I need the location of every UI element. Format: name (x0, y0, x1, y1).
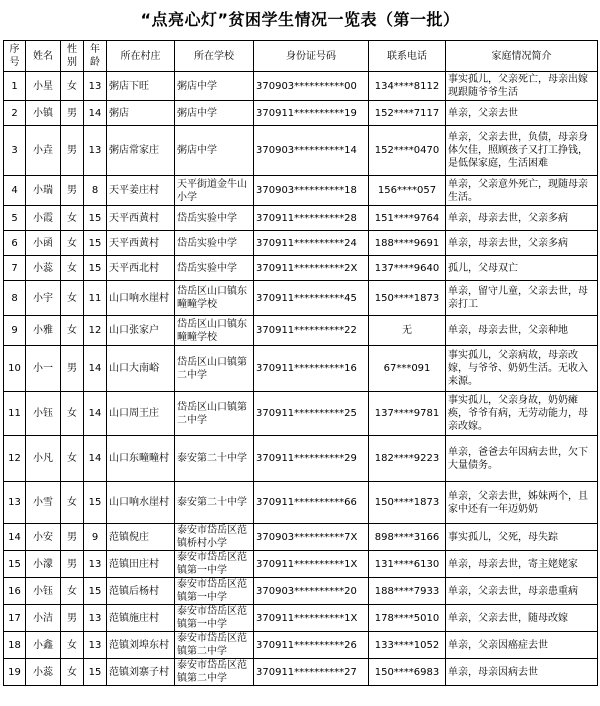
cell-no: 4 (4, 176, 26, 206)
cell-name: 小垚 (26, 126, 61, 176)
cell-phone: 67***091 (369, 346, 446, 392)
cell-age: 14 (84, 101, 107, 126)
cell-name: 小洁 (26, 605, 61, 632)
cell-school: 岱岳实验中学 (175, 256, 254, 281)
cell-age: 15 (84, 659, 107, 686)
cell-school: 岱岳区山口镇第二中学 (175, 392, 254, 436)
cell-family: 事实孤儿，父死，母失踪 (446, 524, 598, 551)
cell-phone: 无 (369, 316, 446, 346)
header-family: 家庭情况简介 (446, 41, 598, 72)
cell-no: 10 (4, 346, 26, 392)
cell-gender: 男 (61, 176, 84, 206)
cell-village: 山口张家户 (107, 316, 175, 346)
cell-family: 孤儿，父母双亡 (446, 256, 598, 281)
table-row (4, 316, 598, 346)
cell-school: 泰安第二十中学 (175, 436, 254, 482)
cell-gender: 女 (61, 256, 84, 281)
table-body (4, 72, 598, 686)
cell-family: 事实孤儿，父亲死亡，母亲出嫁现跟随爷爷生活 (446, 72, 598, 101)
header-age: 年龄 (84, 41, 107, 72)
cell-name: 小星 (26, 72, 61, 101)
table-title: “点亮心灯”贫困学生情况一览表（第一批） (140, 10, 460, 29)
table-row (4, 524, 598, 551)
cell-village: 天平西黄村 (107, 231, 175, 256)
cell-family: 单亲，父亲去世，姊妹两个，且家中还有一年迈奶奶 (446, 482, 598, 524)
table-row (4, 632, 598, 659)
table-row (4, 256, 598, 281)
cell-id: 370911**********29 (254, 436, 369, 482)
cell-school: 岱岳区山口镇东疃疃学校 (175, 316, 254, 346)
cell-gender: 女 (61, 632, 84, 659)
cell-village: 范镇田庄村 (107, 551, 175, 578)
cell-phone: 188****9691 (369, 231, 446, 256)
cell-school: 岱岳区山口镇东疃疃学校 (175, 281, 254, 316)
cell-name: 小钰 (26, 578, 61, 605)
cell-id: 370911**********22 (254, 316, 369, 346)
cell-phone: 898****3166 (369, 524, 446, 551)
table-row (4, 346, 598, 392)
cell-village: 天平姜庄村 (107, 176, 175, 206)
cell-id: 370903**********18 (254, 176, 369, 206)
cell-family: 单亲，父亲去世 (446, 101, 598, 126)
cell-no: 8 (4, 281, 26, 316)
cell-family: 单亲，父亲因癌症去世 (446, 632, 598, 659)
cell-age: 13 (84, 605, 107, 632)
cell-village: 山口响水崖村 (107, 281, 175, 316)
header-row (4, 41, 598, 72)
cell-name: 小霞 (26, 206, 61, 231)
cell-age: 13 (84, 126, 107, 176)
cell-id: 370911**********19 (254, 101, 369, 126)
cell-phone: 150****1873 (369, 281, 446, 316)
cell-id: 370911**********27 (254, 659, 369, 686)
cell-gender: 女 (61, 659, 84, 686)
cell-gender: 男 (61, 524, 84, 551)
cell-name: 小蕊 (26, 256, 61, 281)
header-school: 所在学校 (175, 41, 254, 72)
cell-phone: 133****1052 (369, 632, 446, 659)
cell-phone: 151****9764 (369, 206, 446, 231)
cell-name: 小一 (26, 346, 61, 392)
cell-phone: 131****6130 (369, 551, 446, 578)
cell-name: 小镇 (26, 101, 61, 126)
cell-no: 7 (4, 256, 26, 281)
cell-family: 单亲，母亲因病去世 (446, 659, 598, 686)
cell-family: 事实孤儿，父亲病故，母亲改嫁，与爷爷、奶奶生活。无收入来源。 (446, 346, 598, 392)
cell-id: 370911**********2X (254, 256, 369, 281)
cell-phone: 137****9781 (369, 392, 446, 436)
cell-age: 11 (84, 281, 107, 316)
cell-name: 小函 (26, 231, 61, 256)
cell-phone: 150****6983 (369, 659, 446, 686)
cell-family: 单亲，父亲去世，负债，母亲身体欠佳，照顾孩子又打工挣钱，是低保家庭，生活困难 (446, 126, 598, 176)
cell-id: 370911**********16 (254, 346, 369, 392)
cell-age: 14 (84, 392, 107, 436)
cell-age: 14 (84, 346, 107, 392)
cell-name: 小宇 (26, 281, 61, 316)
table-row (4, 72, 598, 101)
cell-village: 粥店常家庄 (107, 126, 175, 176)
cell-no: 1 (4, 72, 26, 101)
cell-school: 泰安市岱岳区范镇桥村小学 (175, 524, 254, 551)
cell-gender: 女 (61, 482, 84, 524)
cell-gender: 女 (61, 72, 84, 101)
cell-gender: 男 (61, 126, 84, 176)
cell-family: 单亲，留守儿童，父亲去世，母亲打工 (446, 281, 598, 316)
cell-age: 9 (84, 524, 107, 551)
cell-no: 12 (4, 436, 26, 482)
cell-no: 2 (4, 101, 26, 126)
cell-no: 13 (4, 482, 26, 524)
table-row (4, 231, 598, 256)
cell-no: 18 (4, 632, 26, 659)
cell-phone: 182****9223 (369, 436, 446, 482)
cell-gender: 女 (61, 206, 84, 231)
cell-village: 山口大南峪 (107, 346, 175, 392)
cell-name: 小鑫 (26, 632, 61, 659)
cell-age: 13 (84, 632, 107, 659)
cell-id: 370911**********1X (254, 605, 369, 632)
cell-age: 15 (84, 256, 107, 281)
cell-phone: 134****8112 (369, 72, 446, 101)
cell-id: 370911**********25 (254, 392, 369, 436)
cell-family: 单亲，母亲去世，父亲种地 (446, 316, 598, 346)
cell-id: 370911**********24 (254, 231, 369, 256)
cell-age: 14 (84, 436, 107, 482)
cell-village: 粥店 (107, 101, 175, 126)
cell-phone: 152****0470 (369, 126, 446, 176)
cell-school: 天平街道金牛山小学 (175, 176, 254, 206)
cell-gender: 女 (61, 392, 84, 436)
table-row (4, 436, 598, 482)
cell-age: 15 (84, 231, 107, 256)
cell-family: 单亲，父亲意外死亡，现随母亲生活。 (446, 176, 598, 206)
cell-school: 粥店中学 (175, 72, 254, 101)
cell-family: 单亲，母亲去世，父亲多病 (446, 206, 598, 231)
cell-family: 单亲，母亲去世，父亲多病 (446, 231, 598, 256)
cell-gender: 女 (61, 578, 84, 605)
table-row (4, 482, 598, 524)
cell-village: 范镇施庄村 (107, 605, 175, 632)
cell-age: 15 (84, 578, 107, 605)
cell-name: 小瑞 (26, 176, 61, 206)
cell-id: 370911**********1X (254, 551, 369, 578)
cell-id: 370903**********20 (254, 578, 369, 605)
cell-school: 泰安市岱岳区范镇第二中学 (175, 659, 254, 686)
cell-village: 天平西黄村 (107, 206, 175, 231)
cell-village: 山口东疃疃村 (107, 436, 175, 482)
cell-no: 19 (4, 659, 26, 686)
cell-no: 17 (4, 605, 26, 632)
cell-age: 13 (84, 72, 107, 101)
cell-school: 泰安市岱岳区范镇第一中学 (175, 551, 254, 578)
cell-gender: 女 (61, 316, 84, 346)
cell-age: 15 (84, 206, 107, 231)
cell-phone: 178****5010 (369, 605, 446, 632)
cell-phone: 137****9640 (369, 256, 446, 281)
cell-phone: 156****057 (369, 176, 446, 206)
cell-id: 370903**********00 (254, 72, 369, 101)
cell-gender: 女 (61, 231, 84, 256)
cell-village: 范镇倪庄 (107, 524, 175, 551)
cell-family: 单亲，爸爸去年因病去世，欠下大量债务。 (446, 436, 598, 482)
cell-village: 山口响水崖村 (107, 482, 175, 524)
cell-school: 粥店中学 (175, 126, 254, 176)
cell-name: 小钰 (26, 392, 61, 436)
table-row (4, 551, 598, 578)
cell-family: 单亲，父亲去世，随母改嫁 (446, 605, 598, 632)
header-id: 身份证号码 (254, 41, 369, 72)
cell-age: 8 (84, 176, 107, 206)
cell-family: 单亲，父亲去世，母亲患重病 (446, 578, 598, 605)
cell-name: 小安 (26, 524, 61, 551)
table-row (4, 281, 598, 316)
cell-no: 3 (4, 126, 26, 176)
cell-village: 山口周王庄 (107, 392, 175, 436)
cell-no: 11 (4, 392, 26, 436)
table-row (4, 101, 598, 126)
cell-id: 370911**********45 (254, 281, 369, 316)
cell-name: 小雪 (26, 482, 61, 524)
cell-name: 小蕊 (26, 659, 61, 686)
cell-phone: 152****7117 (369, 101, 446, 126)
cell-id: 370903**********14 (254, 126, 369, 176)
table-row (4, 605, 598, 632)
cell-school: 岱岳实验中学 (175, 206, 254, 231)
cell-age: 15 (84, 482, 107, 524)
header-gender: 性别 (61, 41, 84, 72)
header-village: 所在村庄 (107, 41, 175, 72)
cell-name: 小濛 (26, 551, 61, 578)
cell-school: 岱岳实验中学 (175, 231, 254, 256)
cell-school: 泰安市岱岳区范镇第二中学 (175, 632, 254, 659)
table-row (4, 392, 598, 436)
cell-phone: 150****1873 (369, 482, 446, 524)
cell-village: 天平西北村 (107, 256, 175, 281)
cell-id: 370911**********26 (254, 632, 369, 659)
cell-gender: 男 (61, 605, 84, 632)
cell-age: 13 (84, 551, 107, 578)
cell-id: 370911**********66 (254, 482, 369, 524)
student-table (3, 40, 598, 686)
cell-gender: 男 (61, 346, 84, 392)
table-row (4, 126, 598, 176)
cell-no: 6 (4, 231, 26, 256)
table-row (4, 176, 598, 206)
header-name: 姓名 (26, 41, 61, 72)
cell-no: 14 (4, 524, 26, 551)
cell-village: 范镇后杨村 (107, 578, 175, 605)
cell-village: 范镇刘埠东村 (107, 632, 175, 659)
cell-school: 泰安第二十中学 (175, 482, 254, 524)
cell-village: 范镇刘寨子村 (107, 659, 175, 686)
cell-family: 单亲，母亲去世，寄主姥姥家 (446, 551, 598, 578)
cell-gender: 男 (61, 551, 84, 578)
cell-id: 370903**********7X (254, 524, 369, 551)
cell-school: 泰安市岱岳区范镇第一中学 (175, 605, 254, 632)
cell-village: 粥店下旺 (107, 72, 175, 101)
cell-no: 9 (4, 316, 26, 346)
cell-no: 5 (4, 206, 26, 231)
cell-name: 小凡 (26, 436, 61, 482)
cell-family: 事实孤儿，父亲身故，奶奶瘫痪，爷爷有病，无劳动能力，母亲改嫁。 (446, 392, 598, 436)
cell-name: 小雅 (26, 316, 61, 346)
cell-phone: 188****7933 (369, 578, 446, 605)
cell-no: 15 (4, 551, 26, 578)
cell-gender: 女 (61, 281, 84, 316)
cell-school: 粥店中学 (175, 101, 254, 126)
header-phone: 联系电话 (369, 41, 446, 72)
cell-id: 370911**********28 (254, 206, 369, 231)
table-row (4, 659, 598, 686)
cell-gender: 男 (61, 101, 84, 126)
cell-school: 泰安市岱岳区范镇第一中学 (175, 578, 254, 605)
cell-school: 岱岳区山口镇第二中学 (175, 346, 254, 392)
cell-gender: 女 (61, 436, 84, 482)
cell-age: 12 (84, 316, 107, 346)
table-row (4, 206, 598, 231)
cell-no: 16 (4, 578, 26, 605)
header-no: 序号 (4, 41, 26, 72)
table-row (4, 578, 598, 605)
